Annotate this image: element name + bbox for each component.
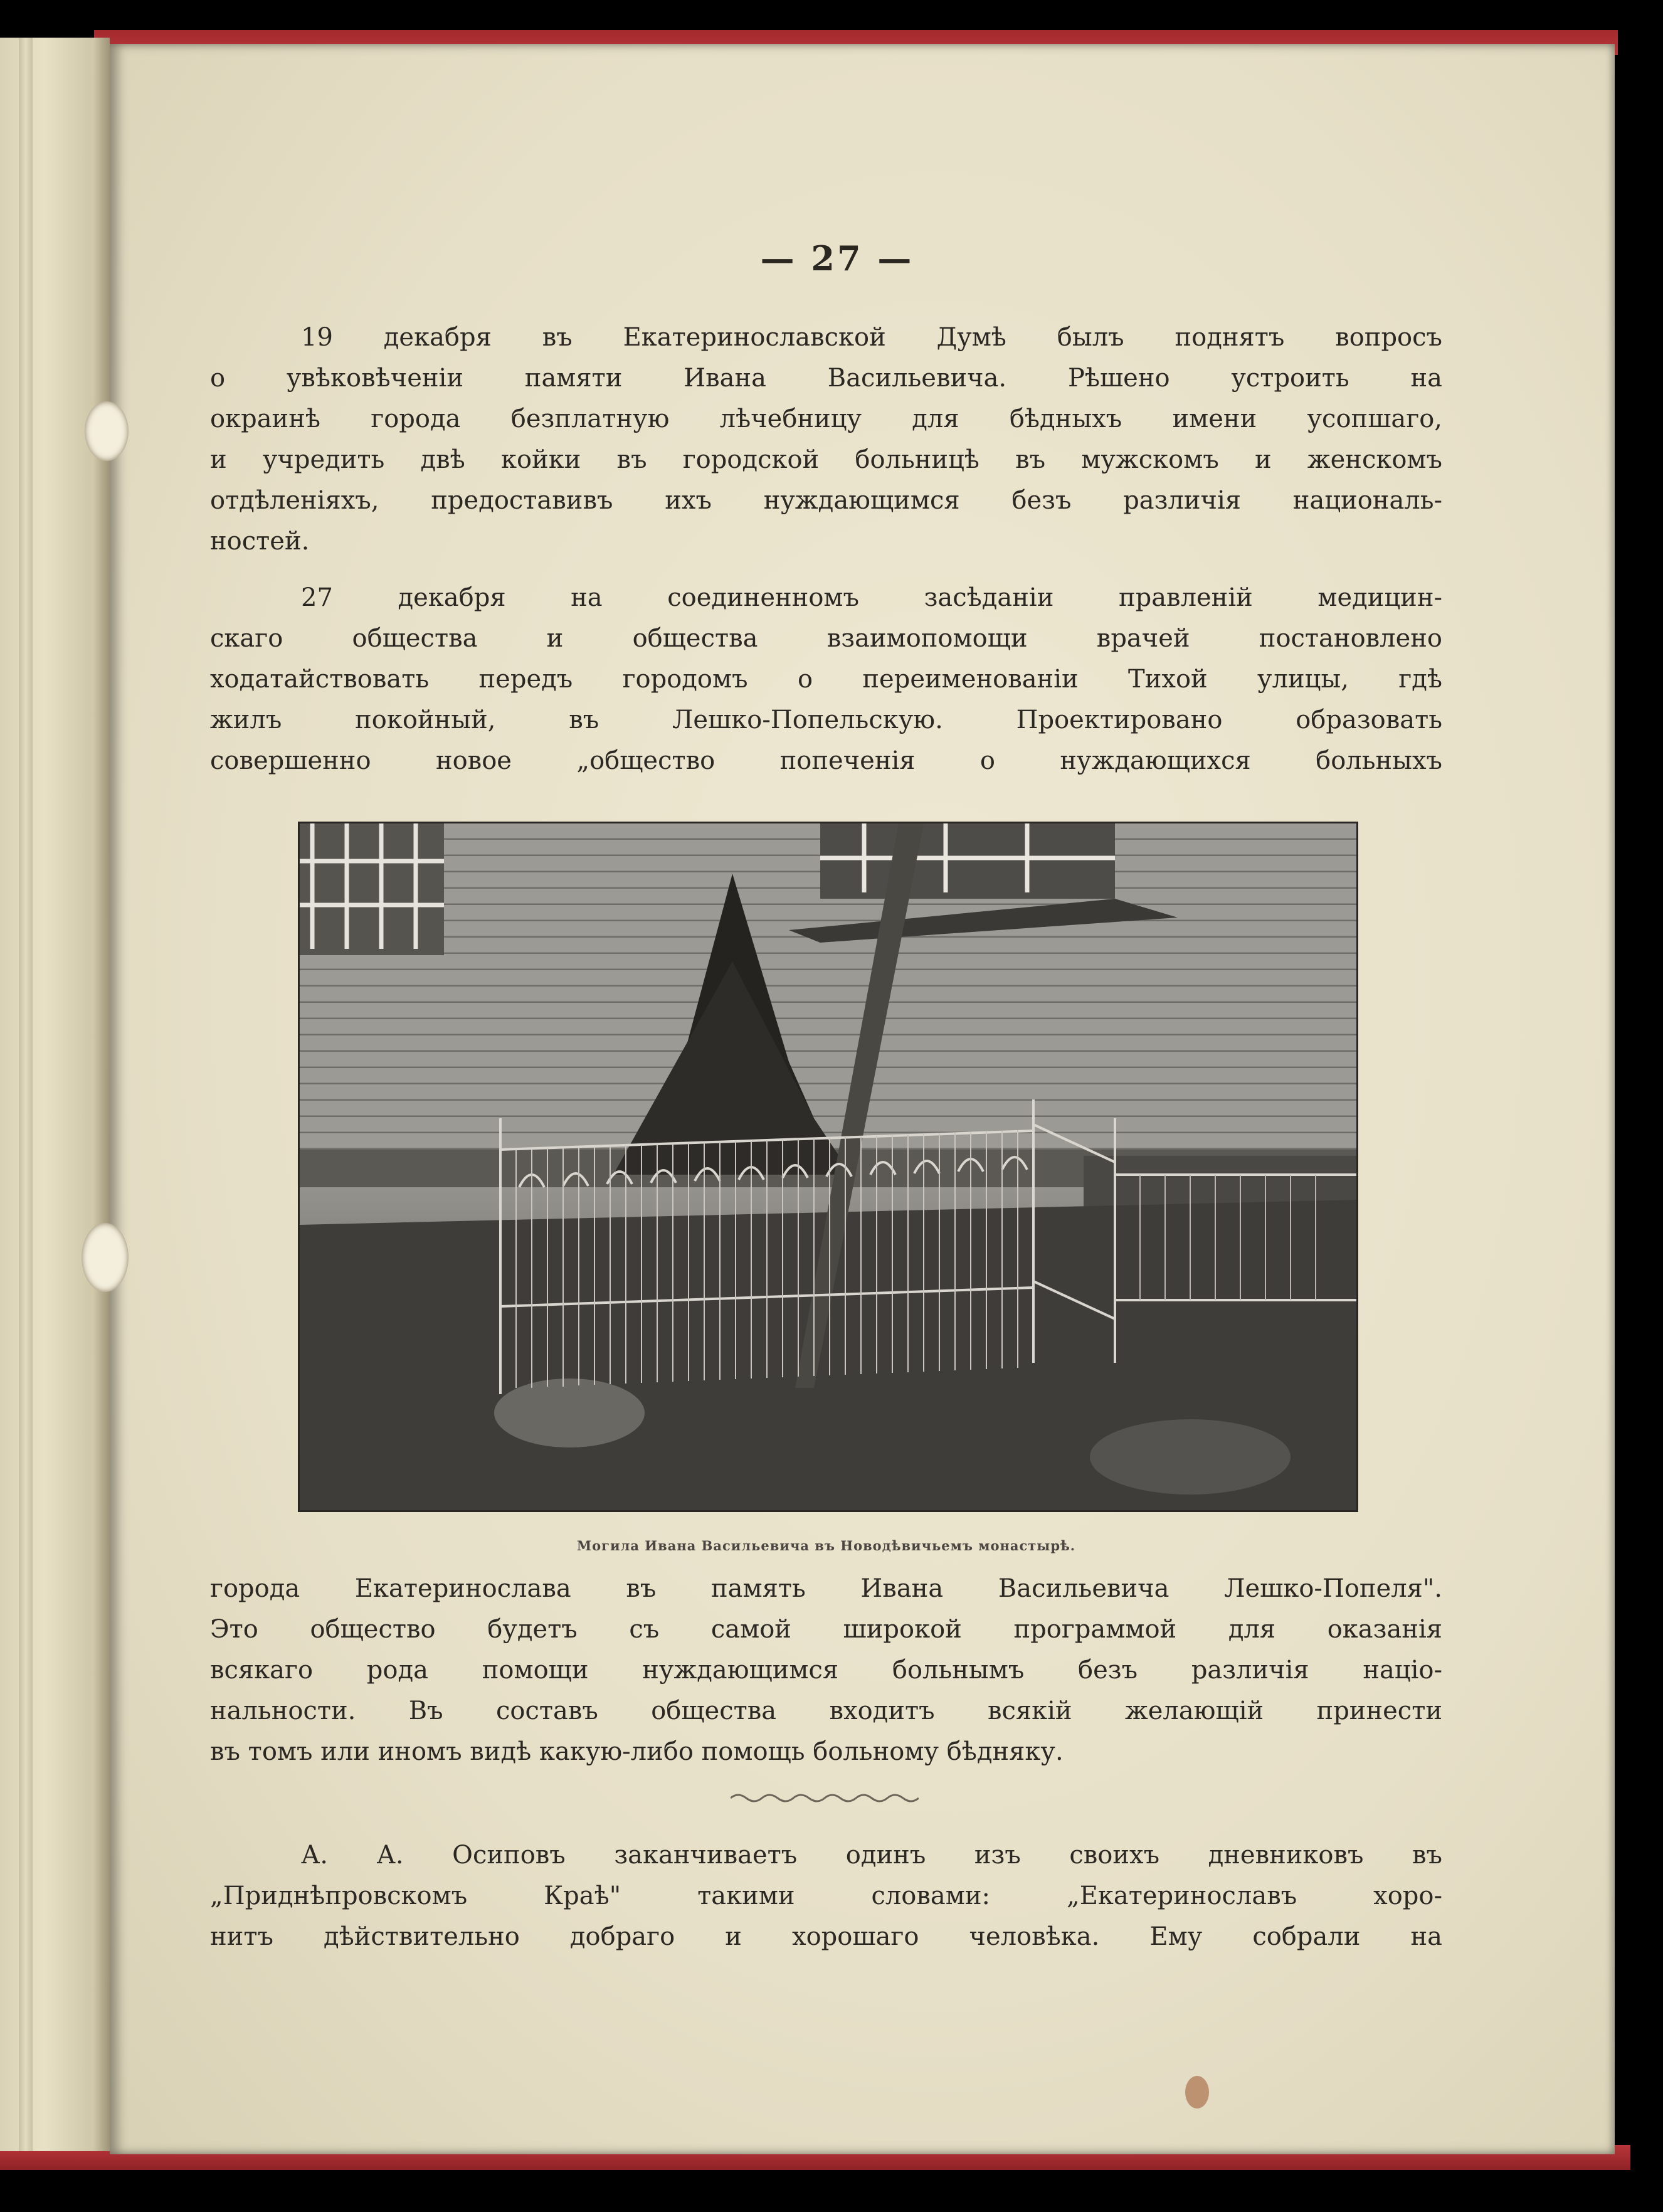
binding-hole-bottom: [82, 1223, 129, 1292]
photo-caption: Могила Ивана Васильевича въ Новодѣвичьемъ монастырѣ.: [576, 1538, 1076, 1553]
text-line: въ томъ или иномъ видѣ какую-либо помощь больному бѣдняку.: [210, 1737, 1064, 1766]
text-line: окраинѣ города безплатную лѣчебницу для бѣдныхъ имени усопшаго,: [210, 405, 1442, 433]
text-line: жилъ покойный, въ Лешко-Попельскую. Проектировано образовать: [210, 706, 1442, 734]
text-line: А. А. Осиповъ заканчиваетъ одинъ изъ своихъ дневниковъ въ: [301, 1841, 1442, 1870]
page-number: — 27 —: [760, 238, 914, 278]
text-line: о увѣковѣченіи памяти Ивана Васильевича. Рѣшено устроить на: [210, 364, 1442, 393]
text-line: 19 декабря въ Екатеринославской Думѣ былъ поднятъ вопросъ: [301, 323, 1442, 352]
text-line: ностей.: [210, 527, 310, 556]
text-line: города Екатеринослава въ память Ивана Васильевича Лешко-Попеля".: [210, 1574, 1442, 1603]
text-line: ходатайствовать передъ городомъ о переименованіи Тихой улицы, гдѣ: [210, 665, 1442, 694]
text-line: Это общество будетъ съ самой широкой программой для оказанія: [210, 1615, 1442, 1644]
binding-hole-top: [85, 401, 129, 461]
photo-illustration: [300, 823, 1356, 1510]
left-page-stripe: [19, 38, 33, 2151]
text-line: „Приднѣпровскомъ Краѣ" такими словами: „Екатеринославъ хоро-: [210, 1881, 1442, 1910]
text-line: нитъ дѣйствительно добраго и хорошаго человѣка. Ему собрали на: [210, 1922, 1442, 1951]
grave-photograph: [298, 822, 1358, 1512]
text-line: совершенно новое „общество попеченія о нуждающихся больныхъ: [210, 746, 1442, 775]
left-page-edge: [0, 38, 110, 2151]
text-line: всякаго рода помощи нуждающимся больнымъ безъ различія націо-: [210, 1656, 1442, 1685]
text-line: нальности. Въ составъ общества входитъ всякій желающій принести: [210, 1696, 1442, 1725]
foxing-spot: [1185, 2076, 1209, 2109]
text-line: скаго общества и общества взаимопомощи врачей постановлено: [210, 624, 1442, 653]
text-line: 27 декабря на соединенномъ засѣданіи правленій медицин-: [301, 583, 1442, 612]
text-line: отдѣленіяхъ, предоставивъ ихъ нуждающимся безъ различія националь-: [210, 486, 1442, 515]
section-divider-ornament: [731, 1791, 919, 1806]
text-line: и учредить двѣ койки въ городской больницѣ въ мужскомъ и женскомъ: [210, 445, 1442, 474]
